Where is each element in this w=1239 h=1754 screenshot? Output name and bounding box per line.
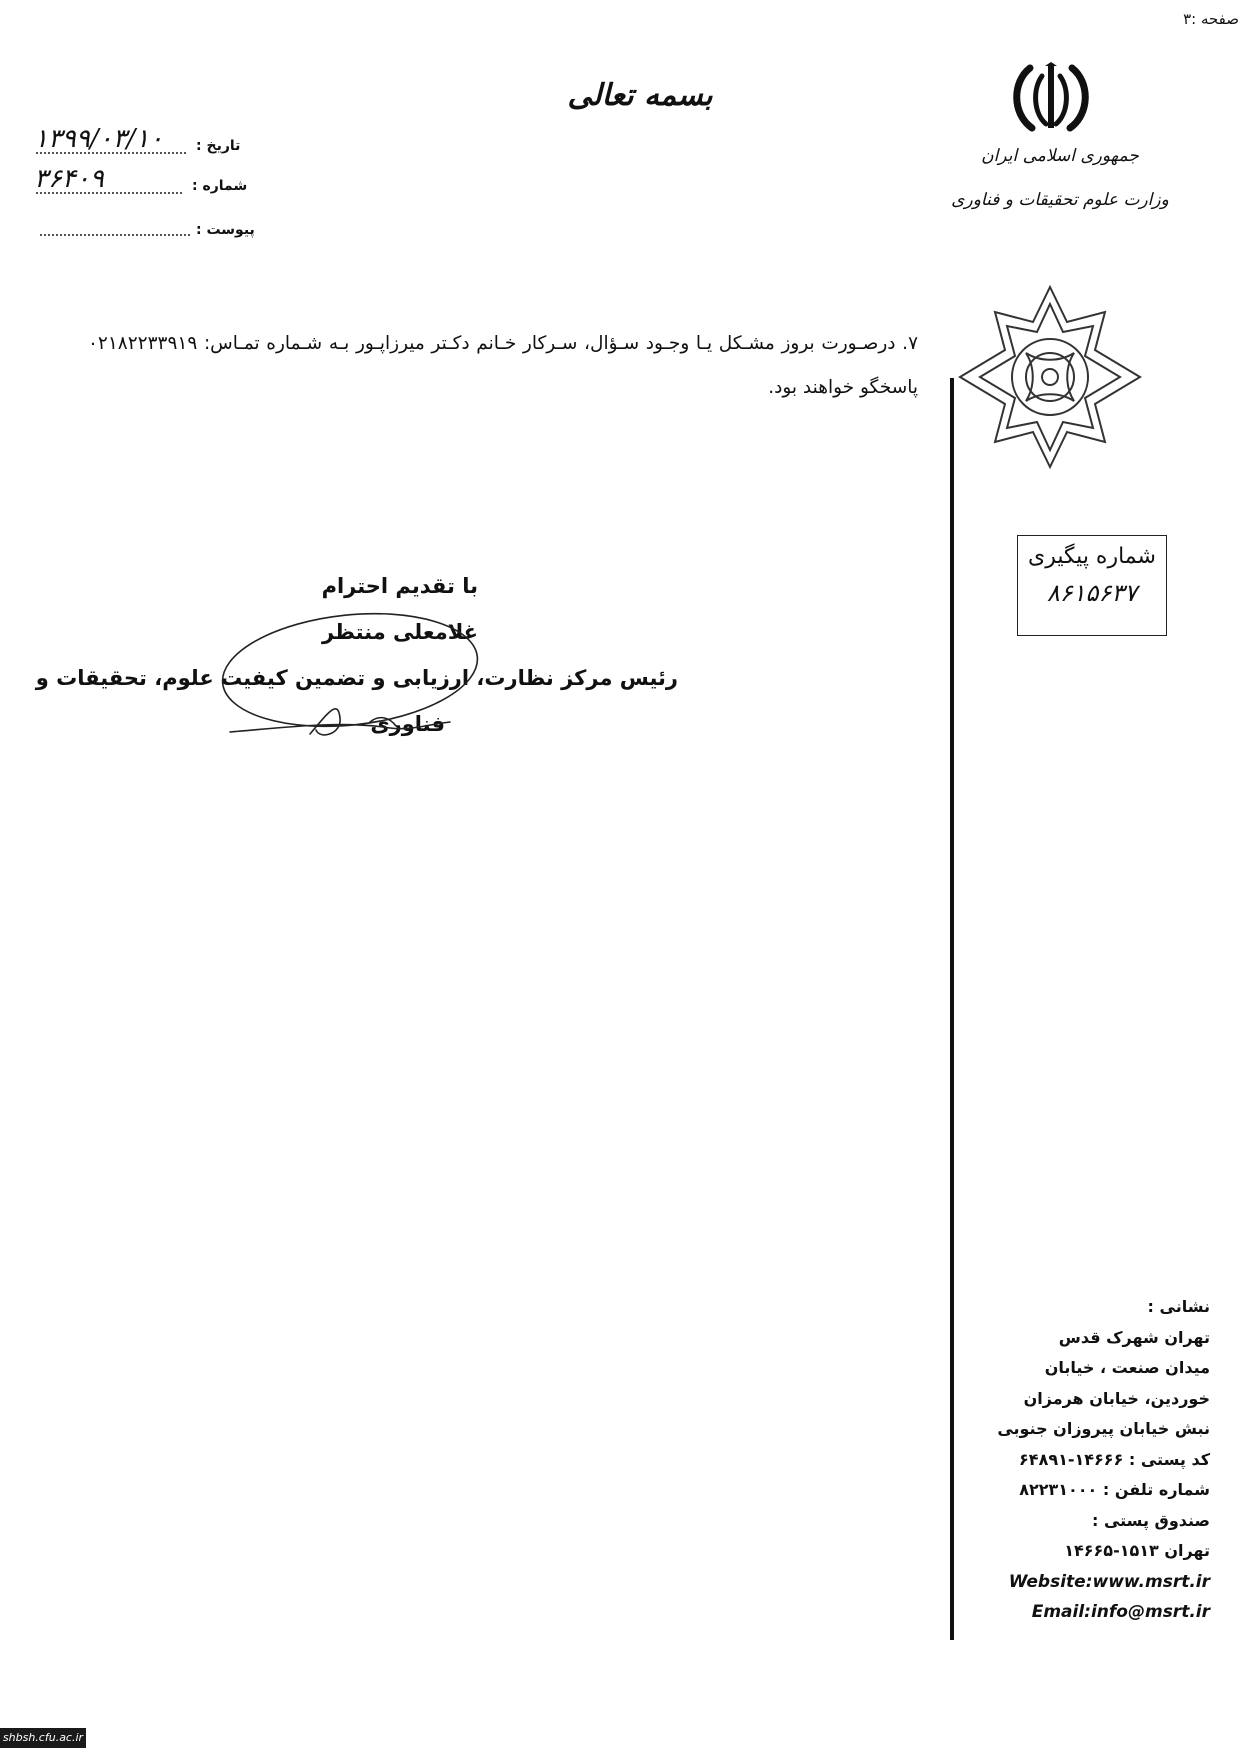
phone-line: شماره تلفن : ۸۲۲۳۱۰۰۰ [1019,1480,1210,1499]
po-box-label: صندوق پستی : [1091,1510,1210,1530]
address-line: نبش خیابان پیروزان جنوبی [997,1419,1210,1438]
attachment-label: پیوست : [196,222,255,238]
tracking-number-box [1017,535,1167,636]
ministry-country-line: جمهوری اسلامی ایران [981,146,1139,166]
date-value: ۱۳۹۹/۰۳/۱۰ [34,124,164,154]
signer-title-line2: فناوری [370,712,445,736]
handwritten-signature-icon [220,610,480,770]
iran-emblem-icon [1010,62,1092,136]
number-dotted-line [36,192,182,194]
signer-title-line1: رئیس مرکز نظارت، ارزیابی و تضمین کیفیت علوم، تحقیقات و [35,666,678,690]
attachment-dotted-line [40,234,190,236]
date-dotted-line [36,152,186,154]
address-line: نشانی : [1147,1297,1210,1316]
body-paragraph: ۷. درصـورت بروز مشـکل یـا وجـود سـؤال، سـرکار خـانم دکـتر میرزاپـور بـه شـماره تمـاس: ۰۲۱۸۲۲۳۳۹۱۹ پاسخگو خواهند بود. [88,333,918,398]
tracking-label: شماره پیگیری [1028,544,1156,569]
vertical-divider [950,378,954,1640]
number-label: شماره : [192,178,248,194]
ministry-name-line: وزارت علوم تحقیقات و فناوری [951,190,1169,210]
postal-code-line: کد پستی : ۱۴۶۶۶-۶۴۸۹۱ [1019,1449,1210,1469]
address-line: تهران شهرک قدس [1058,1327,1210,1347]
address-block [990,1292,1210,1628]
page-number: صفحه :۳ [1183,10,1239,28]
number-value: ۳۶۴۰۹ [34,164,104,194]
po-box-line: تهران ۱۵۱۳-۱۴۶۶۵ [1064,1541,1210,1560]
address-line: میدان صنعت ، خیابان [1044,1358,1210,1377]
signer-name: غلامعلی منتظر [322,620,478,644]
date-label: تاریخ : [196,138,241,154]
closing-regards: با تقدیم احترام [321,574,478,598]
website-link[interactable]: Website:www.msrt.ir [1008,1571,1210,1592]
bismillah-header: بسمه تعالی [567,78,713,113]
source-badge[interactable]: shbsh.cfu.ac.ir [0,1728,86,1748]
address-line: خوردین، خیابان هرمزان [1023,1388,1210,1408]
islamic-ornament-icon [955,282,1145,472]
tracking-value: ۸۶۱۵۶۳۷ [1046,579,1138,607]
email-link[interactable]: Email:info@msrt.ir [1031,1602,1210,1622]
